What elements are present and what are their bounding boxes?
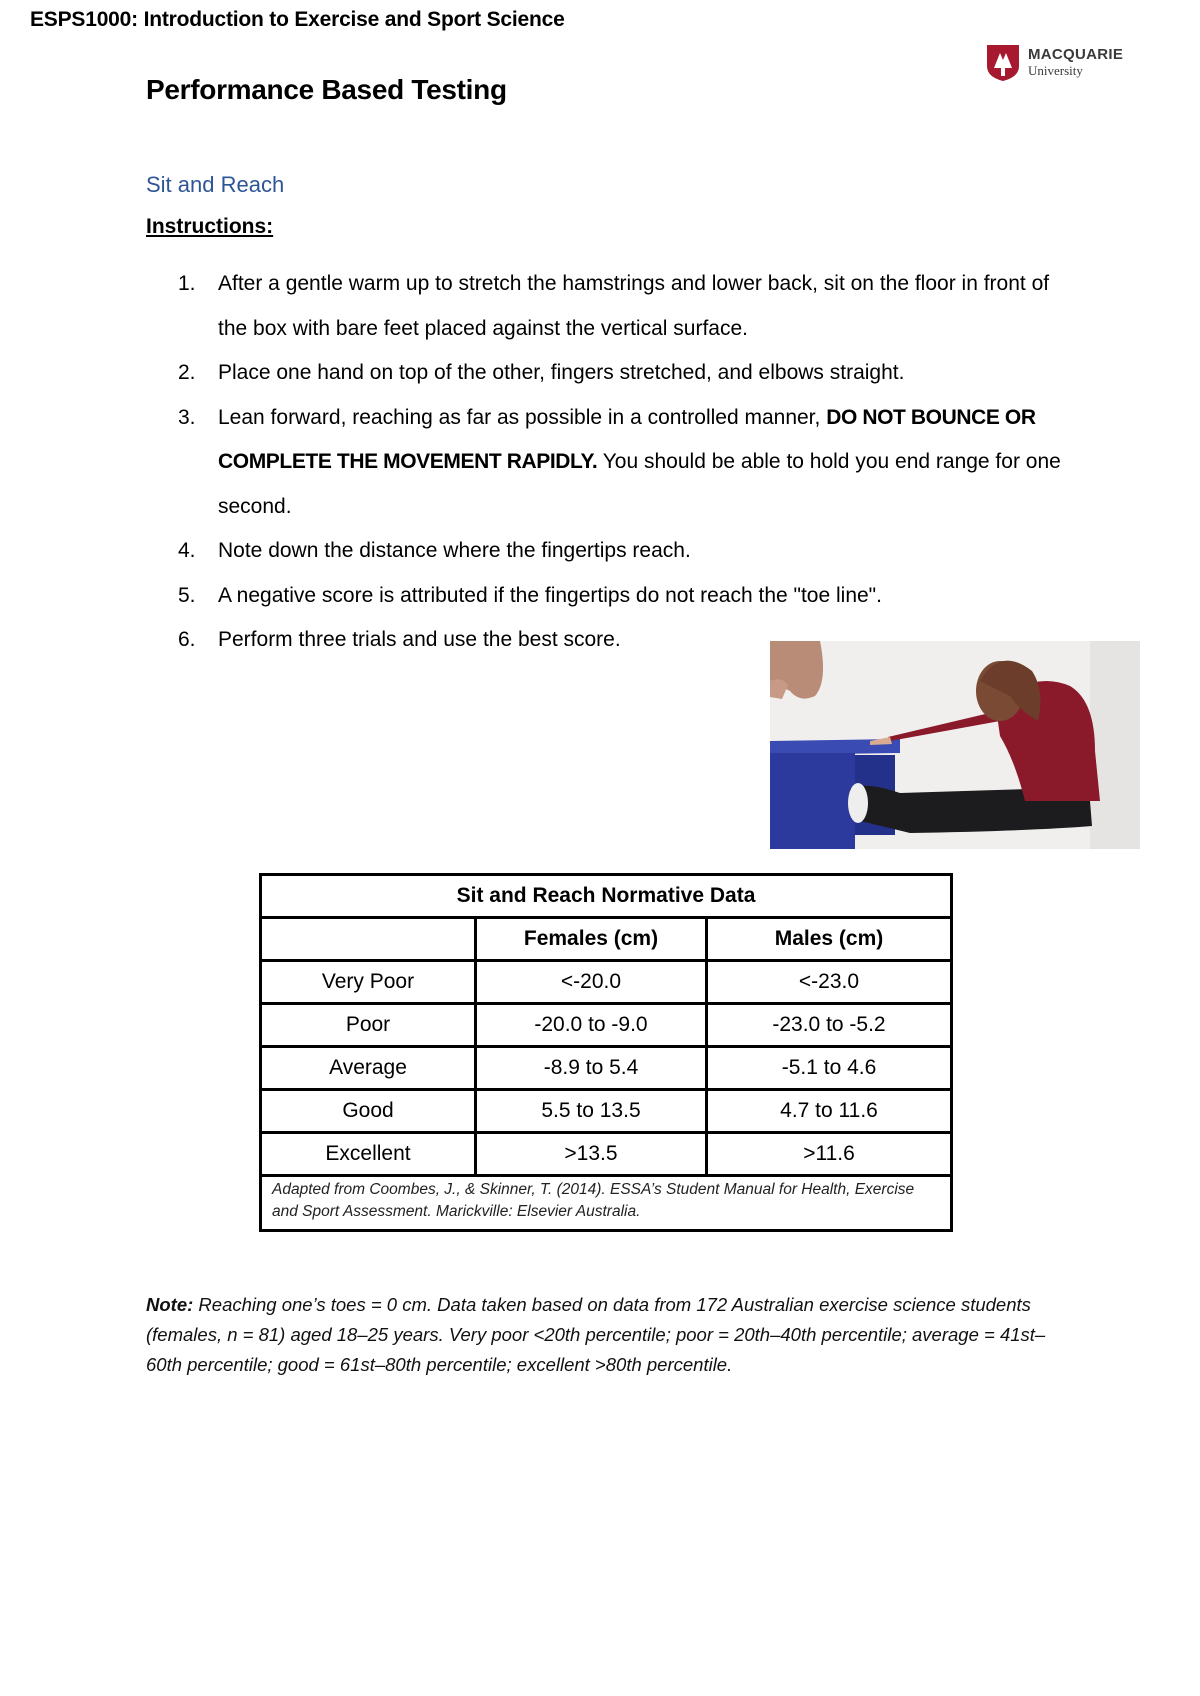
note-paragraph	[146, 1290, 1046, 1380]
list-item: 1. After a gentle warm up to stretch the hamstrings and lower back, sit on the floor in front of the box with bare feet placed against the vertical surface.	[178, 272, 1050, 340]
page-title: Performance Based Testing	[146, 74, 507, 105]
list-item: 3. Lean forward, reaching as far as possible in a controlled manner, DO NOT BOUNCE OR COMPLETE THE MOVEMENT RAPIDLY. You should be able to hold you end range for one second.	[178, 405, 1061, 518]
list-item: 5. A negative score is attributed if the fingertips do not reach the "toe line".	[178, 583, 882, 607]
list-item: 4. Note down the distance where the fingertips reach.	[178, 539, 691, 562]
university-logo	[986, 44, 1126, 84]
list-item: 2. Place one hand on top of the other, fingers stretched, and elbows straight.	[178, 361, 905, 384]
table-row: Poor -20.0 to -9.0 -23.0 to -5.2	[261, 1004, 952, 1047]
table-row: Good 5.5 to 13.5 4.7 to 11.6	[261, 1090, 952, 1133]
macquarie-crest-icon	[986, 44, 1020, 82]
table-header-empty	[261, 918, 476, 961]
instruction-list	[178, 262, 1078, 663]
logo-subtitle: University	[1028, 63, 1083, 78]
warning-text: DO NOT BOUNCE OR COMPLETE THE MOVEMENT RAPIDLY.	[218, 405, 1036, 473]
table-caption: Adapted from Coombes, J., & Skinner, T. (2014). ESSA’s Student Manual for Health, Exercise and Sport Assessment. Marickville: Elsevier Australia.	[261, 1176, 952, 1231]
normative-data-table	[259, 873, 953, 1232]
table-title: Sit and Reach Normative Data	[261, 875, 952, 918]
section-title: Sit and Reach	[146, 172, 285, 197]
table-row: Average -8.9 to 5.4 -5.1 to 4.6	[261, 1047, 952, 1090]
course-header: ESPS1000: Introduction to Exercise and Sport Science	[30, 8, 565, 31]
sit-and-reach-photo	[770, 641, 1140, 849]
table-row: Very Poor <-20.0 <-23.0	[261, 961, 952, 1004]
table-header-males: Males (cm)	[707, 918, 952, 961]
note-label: Note:	[146, 1294, 194, 1315]
table-row: Excellent >13.5 >11.6	[261, 1133, 952, 1176]
list-item: 6. Perform three trials and use the best score.	[178, 628, 621, 651]
table-header-females: Females (cm)	[476, 918, 707, 961]
instructions-heading: Instructions:	[146, 215, 274, 238]
note-text: Reaching one’s toes = 0 cm. Data taken based on data from 172 Australian exercise science students (females, n = 81) aged 18–25 years. Very poor <20th percentile; poor = 20th–40th percentile; average = 41st–60th percentile; good = 61st–80th percentile; excellent >80th percentile.	[146, 1294, 1046, 1375]
logo-name: MACQUARIE	[1028, 46, 1124, 63]
